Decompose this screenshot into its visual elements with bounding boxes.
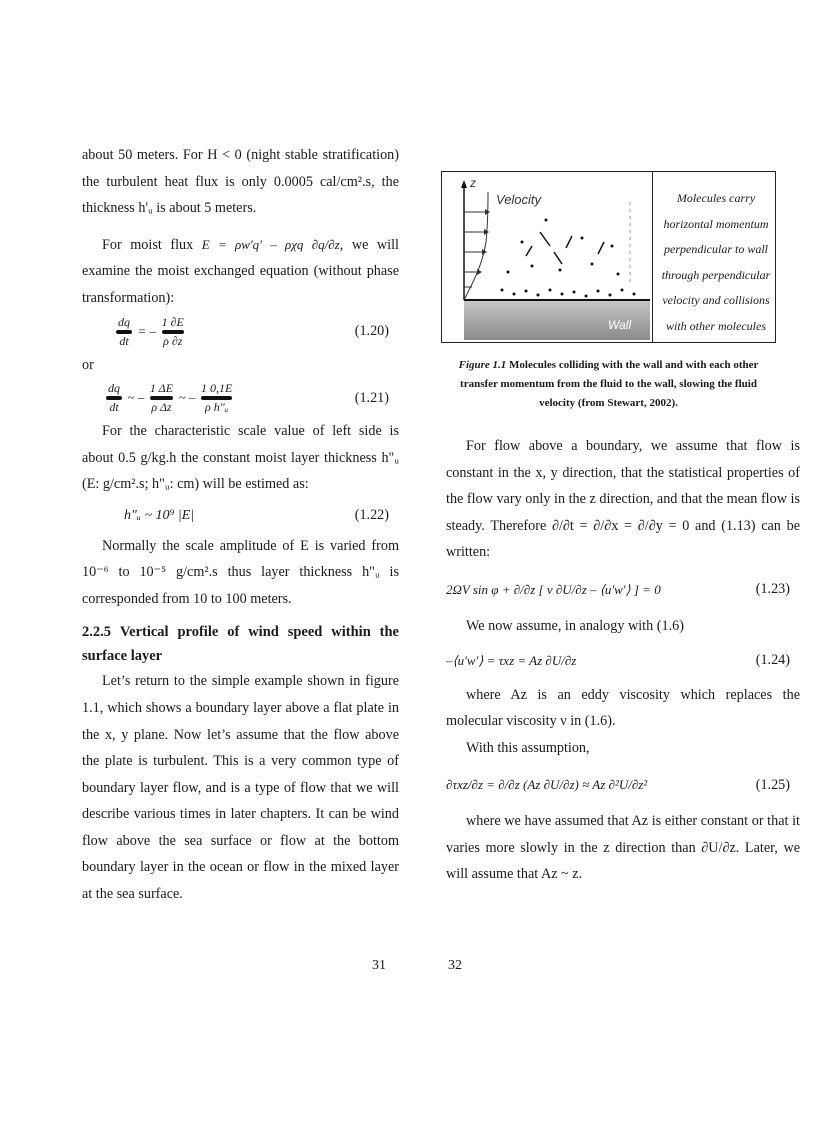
paragraph-assumption: We now assume, in analogy with (1.6) [466, 617, 684, 634]
paragraph-constant-az: where we have assumed that Az is either constant or that it varies more slowly in the z direction than ∂U/∂z. Later, we will assume that Az ~ z. [446, 813, 800, 883]
equation-number: (1.25) [755, 776, 790, 793]
paragraph-eddy-viscosity: where Az is an eddy viscosity which replaces the molecular viscosity ν in (1.6). [446, 686, 800, 730]
equation-number: (1.22) [354, 506, 389, 523]
equation-1-23: 2ΩV sin φ + ∂/∂z [ ν ∂U/∂z – ⟨u'w'⟩ ] = 0 (1.23) [446, 576, 800, 603]
or-text: or [82, 356, 94, 373]
z-axis-label: z [470, 176, 476, 190]
equation-number: (1.20) [354, 323, 389, 340]
page-number: 31 [372, 958, 386, 973]
page-number: 32 [448, 958, 462, 973]
equation-1-21: $\frac{dq}{dt}$ ~ – $\frac{1 \Delta E}{\text{ρ Δz}}$ ~ – $\frac{1 0,1E}{\text{ρ h"ᵤ}}$ (1.21) [82, 382, 399, 414]
equation-1-22: h"ᵤ ~ 10⁹ |E| (1.22) [82, 502, 399, 529]
equation-1-25: ∂τxz/∂z = ∂/∂z (Az ∂U/∂z) ≈ Az ∂²U/∂z² (1.25) [446, 772, 800, 799]
paragraph-with-assumption: With this assumption, [466, 739, 590, 756]
figure-side-text: Molecules carry horizontal momentum perpendicular to wall through perpendicular velocity and collisions with other molecules [661, 191, 771, 333]
right-page [408, 0, 816, 1123]
section-heading: 2.2.5 Vertical profile of wind speed within the surface layer [82, 624, 399, 665]
paragraph-moist-flux [82, 232, 399, 312]
figure-caption: Figure 1.1 Molecules colliding with the wall and with each other transfer momentum from the fluid to the wall, slowing the fluid velocity (from Stewart, 2002). [458, 359, 759, 409]
equation-1-20: $\frac{dq}{dt}$ = – $\frac{1 \partial E}{\rho \partial z}$ (1.20) [82, 316, 399, 348]
left-column [82, 142, 399, 908]
paragraph-boundary-layer: Let’s return to the simple example shown in figure 1.1, which shows a boundary layer above a flat plate in the x, y plane. Now let’s assume that the flow above the plate is turbulent. This is a very common type of boundary layer flow, and is a type of flow that we will describe various times in later chapters. It can be wind flow above the sea surface or flow at the bottom boundary layer in the ocean or flow in the mixed layer at the sea surface. [82, 673, 399, 903]
equation-number: (1.21) [354, 389, 389, 406]
paragraph-characteristic-scale: For the characteristic scale value of left side is about 0.5 g/kg.h the constant moist layer thickness h"ᵤ (E: g/cm².s; h"ᵤ: cm) will be estimed as: [82, 423, 399, 493]
moist-flux-outro: , we will examine the moist exchanged equation (without phase transformation): [82, 236, 399, 306]
right-column [446, 433, 800, 888]
velocity-label: Velocity [496, 192, 542, 207]
wall-label: Wall [608, 318, 632, 332]
paragraph-flow-boundary: For flow above a boundary, we assume that flow is constant in the x, y direction, that the statistical properties of the flow vary only in the z direction, and that the mean flow is steady. Therefore ∂/∂t = ∂/∂x = ∂/∂y = 0 and (1.13) can be written: [446, 438, 800, 561]
paragraph-scale-amplitude: Normally the scale amplitude of E is varied from 10⁻⁶ to 10⁻⁵ g/cm².s thus layer thickness h"ᵤ is corresponded from 10 to 100 meters. [82, 537, 399, 607]
equation-1-24: –⟨u'w'⟩ = τxz = Az ∂U/∂z (1.24) [446, 647, 800, 674]
equation-number: (1.23) [755, 580, 790, 597]
equation-number: (1.24) [755, 652, 790, 669]
moist-flux-formula: E = ρw'q' – ρχq ∂q/∂z [201, 236, 340, 252]
moist-flux-intro: For moist flux [102, 236, 194, 253]
paragraph-heat-flux: about 50 meters. For H < 0 (night stable stratification) the turbulent heat flux is only 0.0005 cal/cm².s, the thickness h'ᵤ is about 5 meters. [82, 147, 399, 217]
